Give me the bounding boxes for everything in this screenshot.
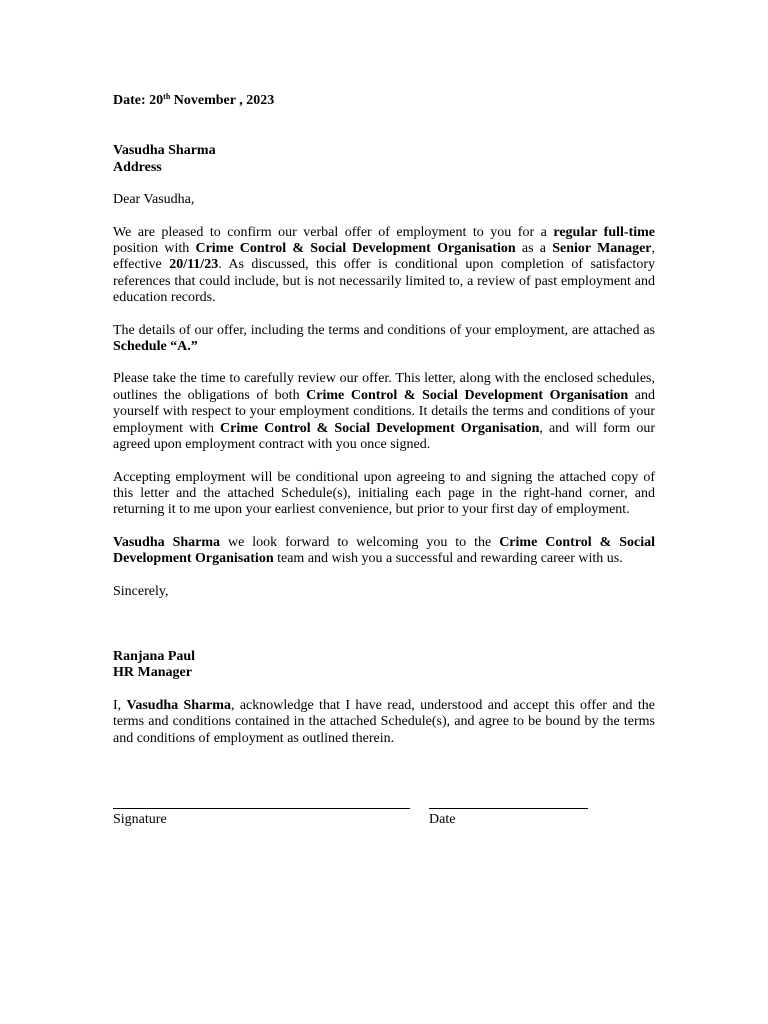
recipient-name-inline: Vasudha Sharma [113,534,221,550]
organisation-name: Crime Control & Social Development Organisation [195,241,516,257]
date-field-label: Date [429,812,456,827]
closing: Sincerely, [113,583,169,599]
paragraph-review [113,371,655,453]
p3-text-e: , and will form our agreed upon employment contract with you once signed. [113,420,655,453]
date-rest: November , 2023 [170,93,275,108]
signature-line[interactable] [113,808,410,809]
p1-text-i: . As discussed, this offer is conditional upon completion of satisfactory references that could include, but is not necessarily limited to, a review of past employment and education records. [113,257,655,306]
position-type: regular full-time [553,224,655,240]
recipient-address: Address [113,159,162,175]
p1-text-e: as a [515,241,553,257]
ack-text-c: , acknowledge that I have read, understood and accept this offer and the terms and conditions contained in the attached Schedule(s), and agree to be bound by the terms and conditions of employment as outlined therein. [113,697,655,746]
p3-text-c: and yourself with respect to your employment conditions. It details the terms and conditions of your employment with [113,387,655,436]
ack-text-a: I, [113,697,127,713]
signer-name: Ranjana Paul [113,648,196,664]
p1-text-g: , effective [113,241,655,273]
organisation-name: Crime Control & Social Development Organisation [306,387,629,403]
date-ordinal: th [163,92,171,101]
signature-block [113,808,613,838]
salutation: Dear Vasudha, [113,192,195,208]
p1-text-c: position with [113,241,196,257]
job-title: Senior Manager [552,241,652,257]
organisation-name: Crime Control & Social Development Organisation [220,420,540,436]
signer-title: HR Manager [113,665,192,681]
recipient-name: Vasudha Sharma [113,143,216,159]
p5-text-b: we look forward to welcoming you to the [220,534,500,550]
p1-text-a: We are pleased to confirm our verbal offer of employment to you for a [113,224,554,240]
effective-date: 20/11/23 [169,257,219,273]
signer-block [113,649,655,682]
signature-label: Signature [113,812,167,827]
date-line[interactable] [429,808,588,809]
letter-body [113,93,655,747]
organisation-name: Crime Control & Social Development Organisation [113,534,655,567]
paragraph-acknowledgement [113,698,655,747]
p5-text-d: team and wish you a successful and rewarding career with us. [273,551,623,567]
paragraph-accepting: Accepting employment will be conditional upon agreeing to and signing the attached copy of this letter and the attached Schedule(s), initialing each page in the right-hand corner, and returning it to me upon your earliest convenience, but prior to your first day of employment. [113,469,655,518]
letter-date [113,93,655,109]
p2-text-a: The details of our offer, including the terms and conditions of your employment, are attached as [113,322,655,338]
paragraph-offer [113,225,655,307]
recipient-name-inline: Vasudha Sharma [126,697,231,713]
recipient-block [113,143,655,176]
p3-text-a: Please take the time to carefully review our offer. This letter, along with the enclosed schedules, outlines the obligations of both [113,371,655,403]
schedule-reference: Schedule “A.” [113,339,198,355]
date-label: Date: 20 [113,93,164,108]
paragraph-schedule [113,323,655,356]
paragraph-welcome [113,535,655,568]
